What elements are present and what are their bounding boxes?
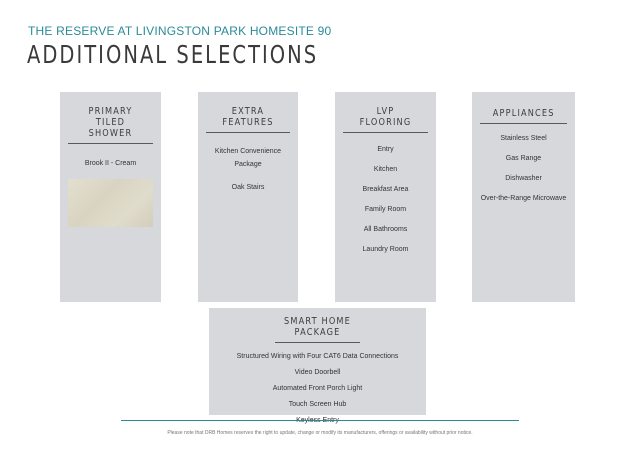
card-title: LVP FLOORING	[343, 106, 428, 133]
list-item: Automated Front Porch Light	[272, 385, 363, 392]
disclaimer-note: Please note that DRB Homes reserves the right to update, change or modify its manufacturers, offerings or availability without prior notice.	[167, 430, 473, 436]
card-title: PRIMARY TILED SHOWER	[68, 106, 153, 144]
list-item: Structured Wiring with Four CAT6 Data Connections	[236, 353, 399, 360]
list-item: Entry	[377, 146, 394, 153]
list-item: Family Room	[364, 206, 407, 213]
list-item: Brook II - Cream	[84, 160, 137, 167]
card-title: APPLIANCES	[480, 108, 567, 124]
card-smart-home-package	[209, 308, 426, 415]
list-item: Touch Screen Hub	[288, 401, 347, 408]
card-lvp-flooring	[335, 92, 436, 302]
list-item: Package	[234, 161, 262, 168]
card-extra-features	[198, 92, 298, 302]
list-item: Laundry Room	[362, 246, 409, 253]
card-appliances	[472, 92, 575, 302]
list-item	[209, 416, 426, 426]
list-item: Breakfast Area	[362, 186, 409, 193]
footer-divider	[121, 420, 519, 421]
list-item: Stainless Steel	[500, 135, 547, 142]
list-item: Kitchen	[373, 166, 398, 173]
list-item: Oak Stairs	[231, 184, 265, 191]
card-primary-tiled-shower	[60, 92, 161, 302]
list-item: Gas Range	[505, 155, 542, 162]
card-title: EXTRA FEATURES	[206, 106, 290, 133]
list-item: Kitchen Convenience	[214, 148, 282, 155]
card-title: SMART HOME PACKAGE	[275, 316, 360, 343]
community-subtitle: THE RESERVE AT LIVINGSTON PARK HOMESITE 90	[28, 24, 332, 38]
tile-swatch-image	[68, 179, 153, 227]
list-item: Dishwasher	[505, 175, 542, 182]
list-item: Over-the-Range Microwave	[480, 195, 567, 202]
list-item: Video Doorbell	[294, 369, 341, 376]
page-title: ADDITIONAL SELECTIONS	[27, 40, 319, 69]
list-item: All Bathrooms	[363, 226, 408, 233]
